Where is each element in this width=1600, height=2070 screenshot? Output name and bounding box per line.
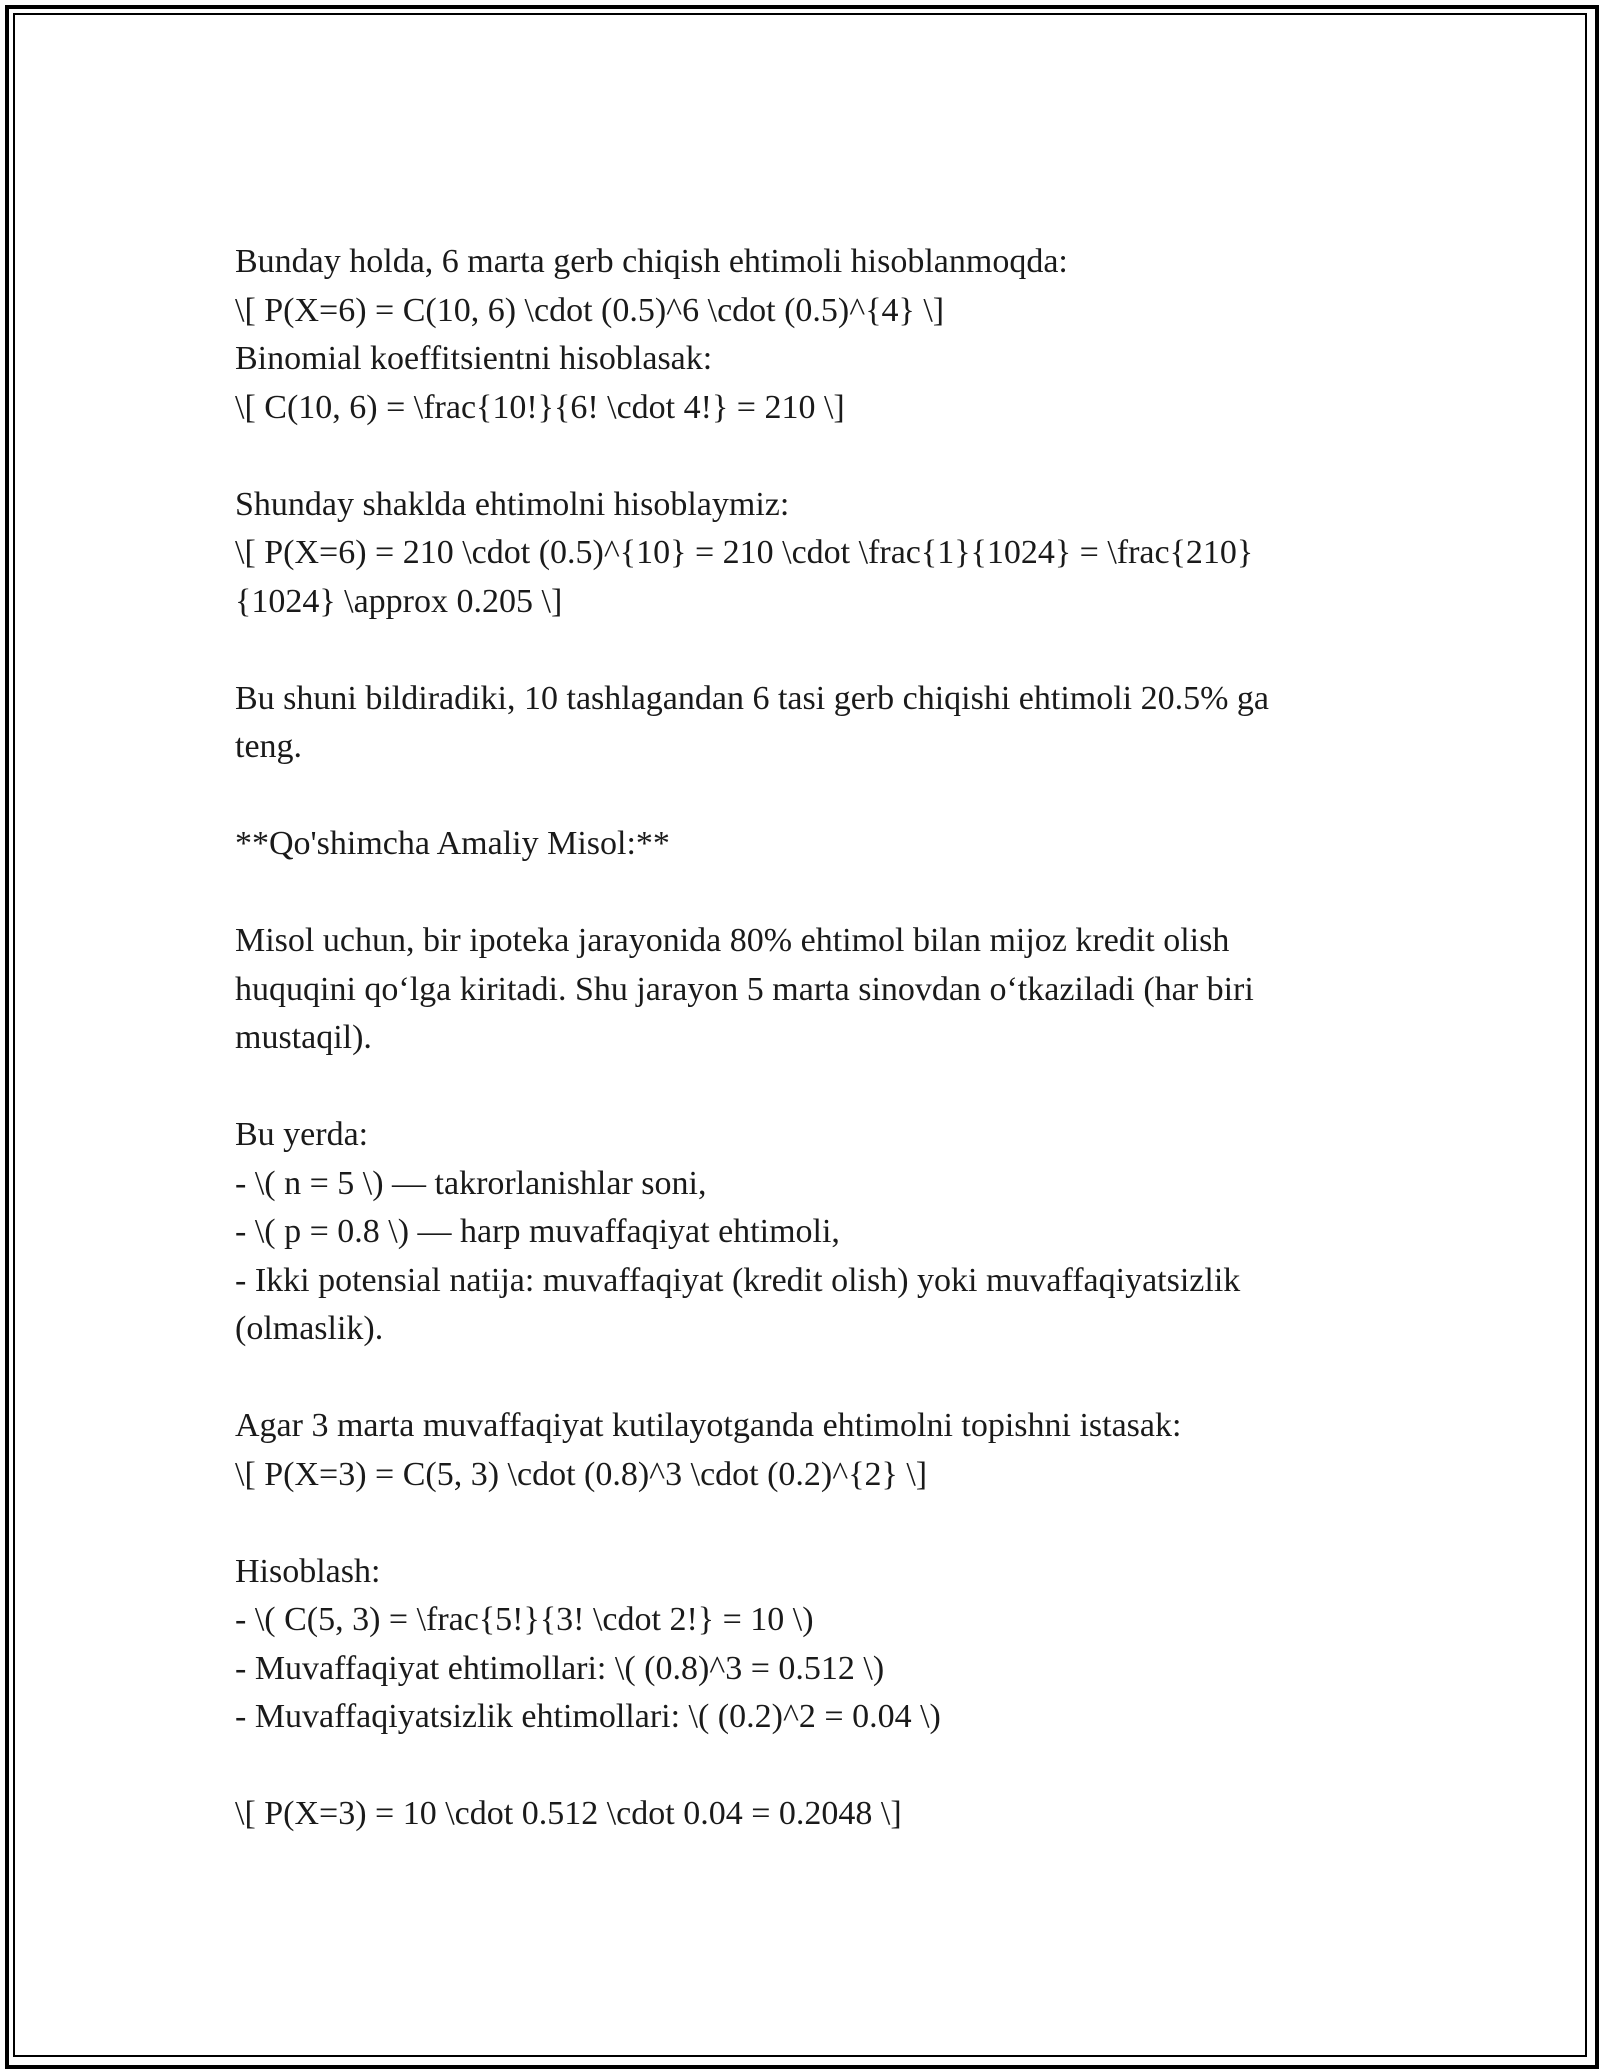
formula-line: {1024} \approx 0.205 \] <box>235 582 563 620</box>
text-line: Bunday holda, 6 marta gerb chiqish ehtimoli hisoblanmoqda: <box>235 243 1068 280</box>
text-line: Misol uchun, bir ipoteka jarayonida 80% ehtimol bilan mijoz kredit olish <box>235 922 1230 959</box>
section-heading <box>235 820 1375 869</box>
formula-line: \[ P(X=3) = 10 \cdot 0.512 \cdot 0.04 = 0.2048 \] <box>235 1795 902 1832</box>
text-line: Hisoblash: <box>235 1552 381 1590</box>
paragraph-result <box>235 1790 1375 1839</box>
text-line: huquqini qo‘lga kiritadi. Shu jarayon 5 marta sinovdan o‘tkaziladi (har biri <box>235 970 1254 1008</box>
list-item-continuation: (olmaslik). <box>235 1310 384 1347</box>
text-line: Shunday shaklda ehtimolni hisoblaymiz: <box>235 485 790 523</box>
paragraph-parameters <box>235 1111 1375 1354</box>
blank-line <box>235 1354 1375 1403</box>
paragraph-question <box>235 1402 1375 1499</box>
list-item: - Muvaffaqiyat ehtimollari: \( (0.8)^3 = 0.512 \) <box>235 1649 885 1687</box>
heading-line: **Qo'shimcha Amaliy Misol:** <box>235 825 670 862</box>
paragraph-computation <box>235 1548 1375 1742</box>
blank-line <box>235 1499 1375 1548</box>
list-item: - \( n = 5 \) — takrorlanishlar soni, <box>235 1164 707 1202</box>
paragraph-probability-formula <box>235 238 1375 432</box>
document-body <box>235 238 1375 1839</box>
blank-line <box>235 1063 1375 1112</box>
text-line: Bu yerda: <box>235 1116 369 1153</box>
formula-line: \[ P(X=6) = 210 \cdot (0.5)^{10} = 210 \cdot \frac{1}{1024} = \frac{210} <box>235 534 1254 571</box>
blank-line <box>235 869 1375 918</box>
text-line: mustaqil). <box>235 1019 372 1056</box>
paragraph-conclusion <box>235 675 1375 772</box>
formula-line: \[ P(X=6) = C(10, 6) \cdot (0.5)^6 \cdot (0.5)^{4} \] <box>235 291 945 329</box>
blank-line <box>235 432 1375 481</box>
text-line: teng. <box>235 728 303 765</box>
text-line: Bu shuni bildiradiki, 10 tashlagandan 6 tasi gerb chiqishi ehtimoli 20.5% ga <box>235 679 1270 717</box>
text-line: Binomial koeffitsientni hisoblasak: <box>235 340 713 377</box>
list-item: - \( C(5, 3) = \frac{5!}{3! \cdot 2!} = 10 \) <box>235 1601 814 1638</box>
formula-line: \[ C(10, 6) = \frac{10!}{6! \cdot 4!} = 210 \] <box>235 388 845 426</box>
paragraph-example-intro <box>235 917 1375 1063</box>
blank-line <box>235 626 1375 675</box>
blank-line <box>235 1742 1375 1791</box>
list-item: - Ikki potensial natija: muvaffaqiyat (kredit olish) yoki muvaffaqiyatsizlik <box>235 1261 1241 1299</box>
paragraph-calculation <box>235 481 1375 627</box>
text-line: Agar 3 marta muvaffaqiyat kutilayotganda ehtimolni topishni istasak: <box>235 1407 1182 1444</box>
list-item: - \( p = 0.8 \) — harp muvaffaqiyat ehtimoli, <box>235 1213 840 1250</box>
blank-line <box>235 772 1375 821</box>
list-item: - Muvaffaqiyatsizlik ehtimollari: \( (0.2)^2 = 0.04 \) <box>235 1698 941 1735</box>
formula-line: \[ P(X=3) = C(5, 3) \cdot (0.8)^3 \cdot (0.2)^{2} \] <box>235 1455 928 1493</box>
